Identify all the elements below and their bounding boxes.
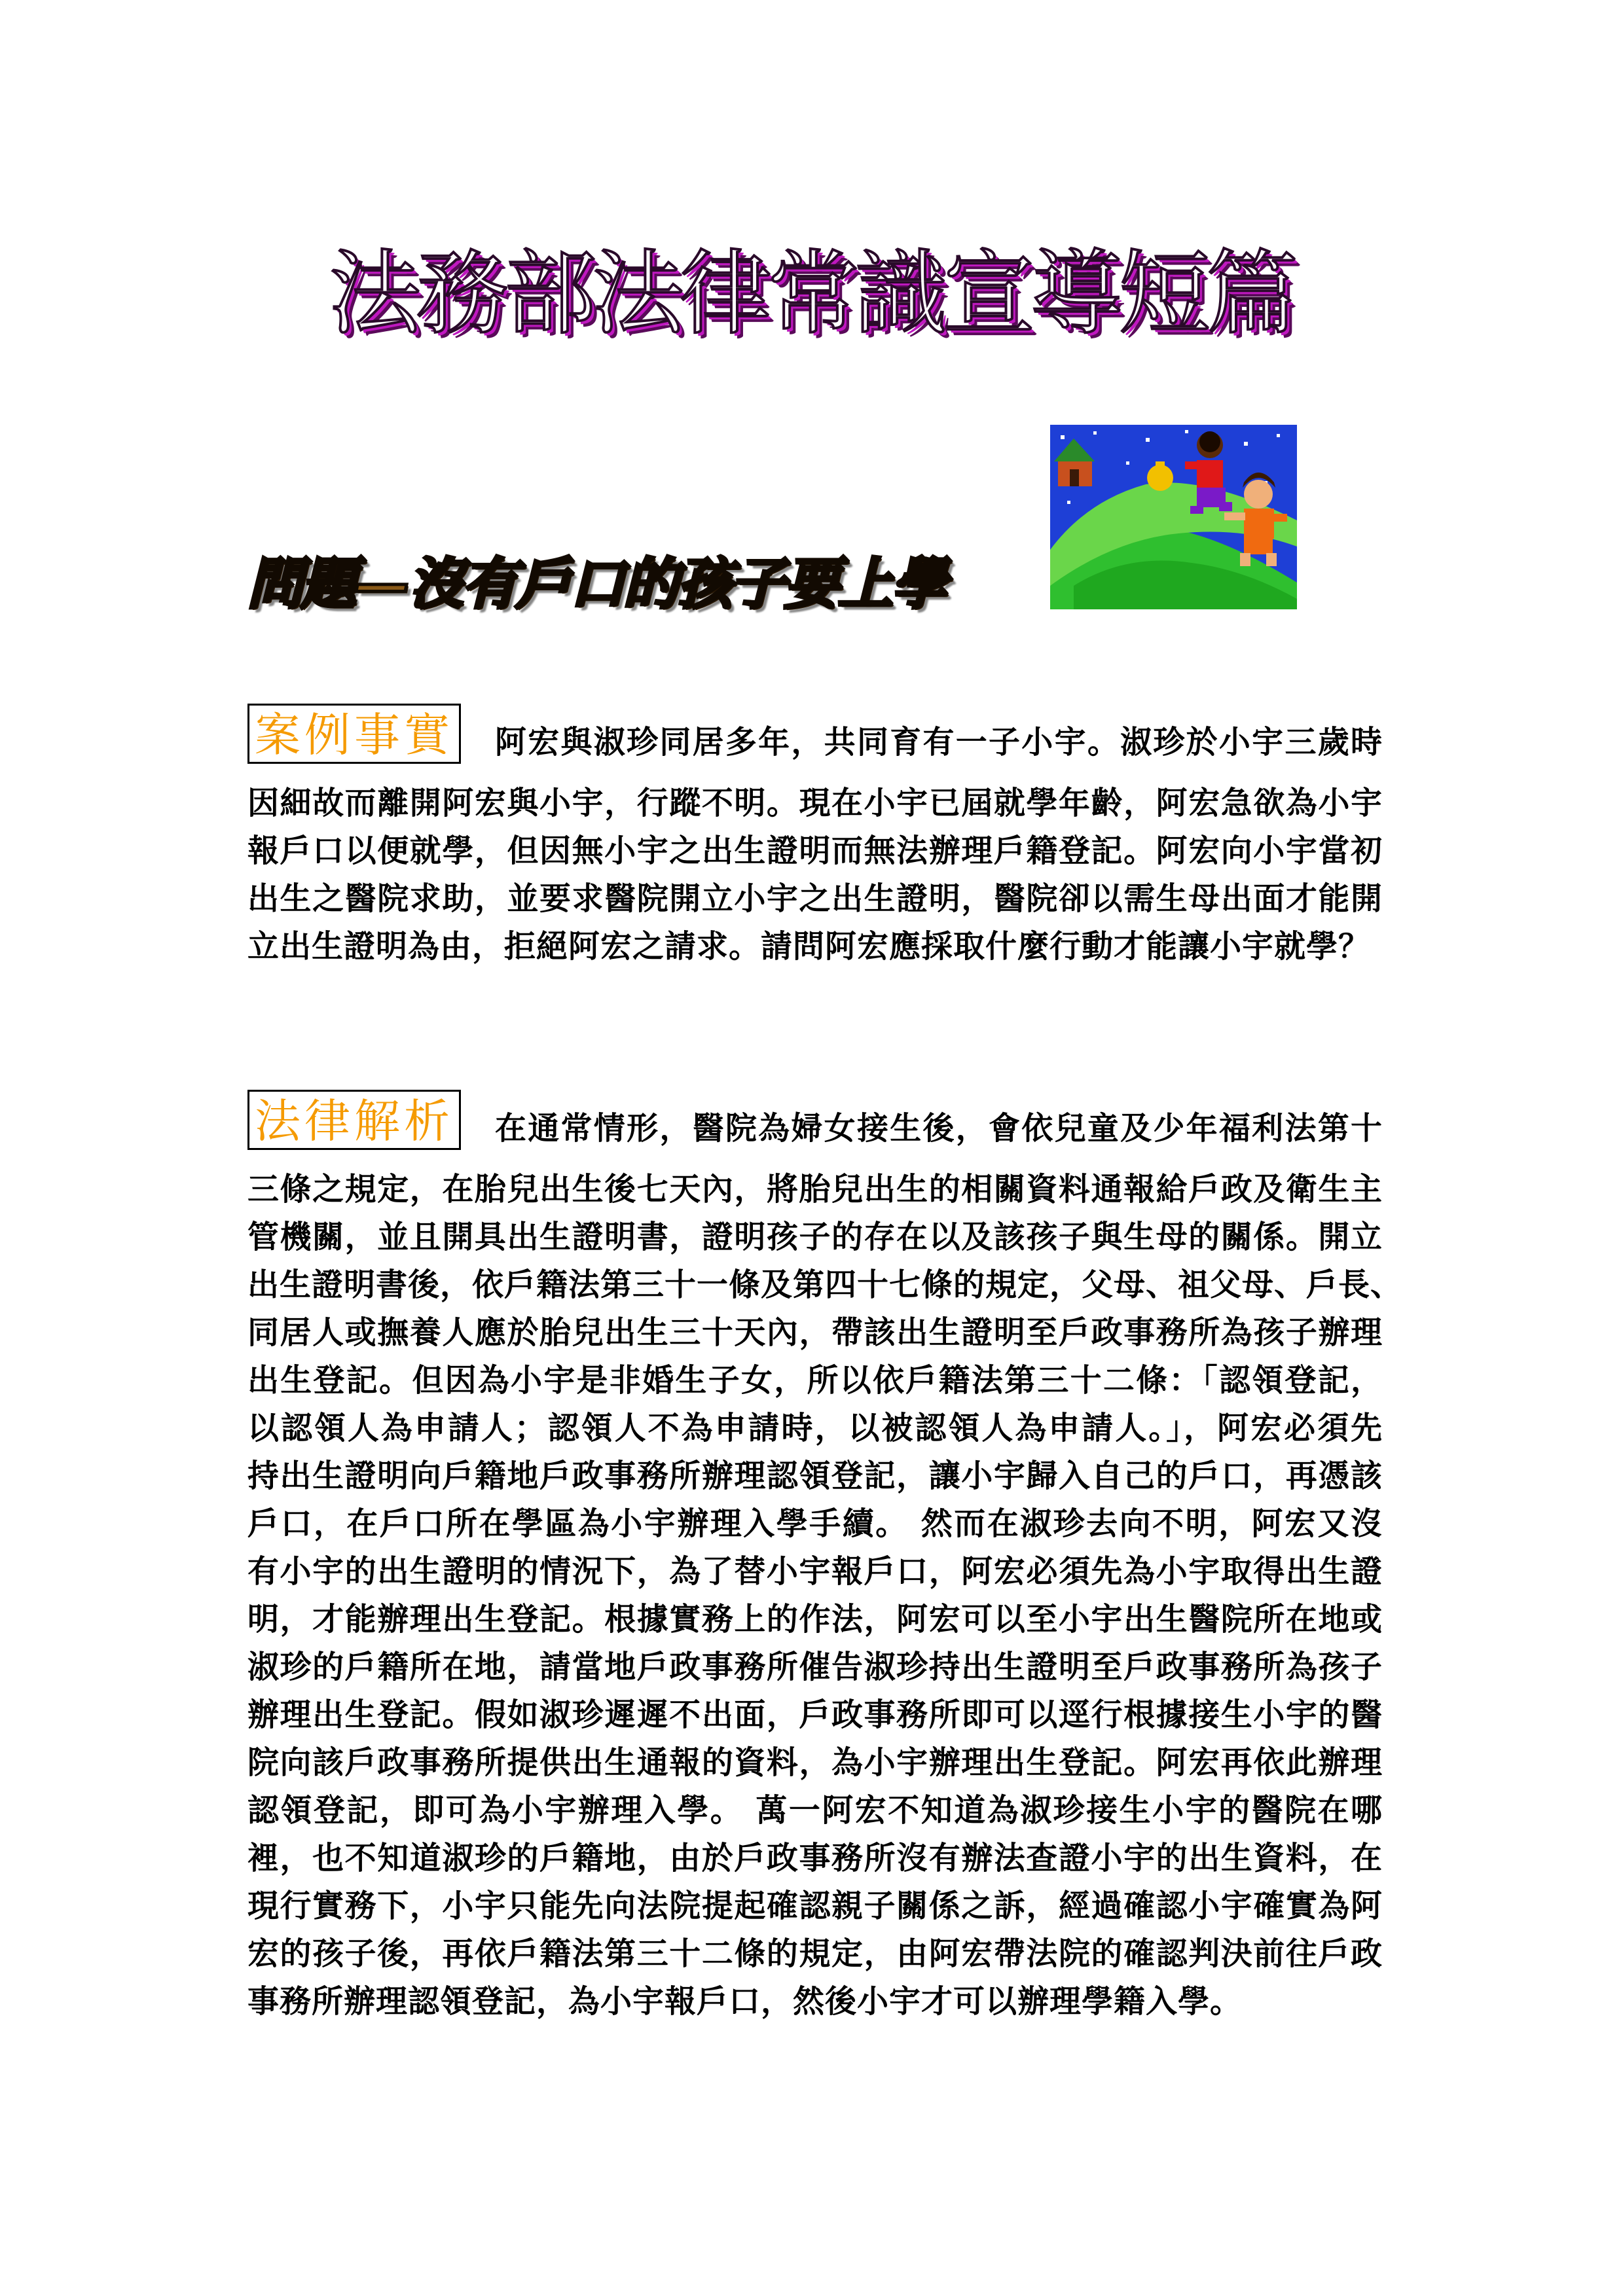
legal-analysis-line: 現行實務下，小宇只能先向法院提起確認親子關係之訴，經過確認小宇確實為阿 xyxy=(247,1888,1383,1924)
legal-analysis-line: 宏的孩子後，再依戶籍法第三十二條的規定，由阿宏帶法院的確認判決前往戶政 xyxy=(247,1935,1383,1972)
case-facts-paragraph xyxy=(247,719,1383,971)
legal-analysis-line: 持出生證明向戶籍地戶政事務所辦理認領登記，讓小宇歸入自己的戶口，再憑該 xyxy=(247,1458,1383,1494)
legal-analysis-line: 明，才能辦理出生登記。根據實務上的作法，阿宏可以至小宇出生醫院所在地或 xyxy=(247,1601,1383,1638)
legal-analysis-line: 淑珍的戶籍所在地，請當地戶政事務所催告淑珍持出生證明至戶政事務所為孩子 xyxy=(247,1649,1383,1685)
legal-analysis-line: 裡，也不知道淑珍的戶籍地，由於戶政事務所沒有辦法查證小宇的出生資料，在 xyxy=(247,1840,1383,1876)
question-heading: 問題—沒有戶口的孩子要上學 xyxy=(247,552,946,616)
case-facts-label: 案例事實 xyxy=(247,704,461,764)
legal-analysis-paragraph xyxy=(247,1105,1403,2026)
legal-analysis-line: 在通常情形，醫院為婦女接生後，會依兒童及少年福利法第十 xyxy=(495,1110,1383,1147)
children-running-on-hill-clipart-icon xyxy=(1048,422,1300,612)
legal-analysis-line: 認領登記，即可為小宇辦理入學。 萬一阿宏不知道為淑珍接生小宇的醫院在哪 xyxy=(247,1792,1383,1829)
legal-analysis-line: 事務所辦理認領登記，為小宇報戶口，然後小宇才可以辦理學籍入學。 xyxy=(247,1983,1243,2020)
legal-analysis-line: 院向該戶政事務所提供出生通報的資料，為小宇辦理出生登記。阿宏再依此辦理 xyxy=(247,1744,1383,1781)
case-facts-line: 立出生證明為由，拒絕阿宏之請求。請問阿宏應採取什麼行動才能讓小宇就學？ xyxy=(247,928,1371,965)
case-facts-line: 報戶口以便就學，但因無小宇之出生證明而無法辦理戶籍登記。阿宏向小宇當初 xyxy=(247,833,1383,869)
legal-analysis-line: 管機關，並且開具出生證明書，證明孩子的存在以及該孩子與生母的關係。開立 xyxy=(247,1219,1383,1255)
legal-analysis-line: 出生登記。但因為小宇是非婚生子女，所以依戶籍法第三十二條：「認領登記， xyxy=(247,1362,1383,1399)
legal-analysis-line: 同居人或撫養人應於胎兒出生三十天內，帶該出生證明至戶政事務所為孩子辦理 xyxy=(247,1314,1383,1351)
legal-analysis-line: 出生證明書後，依戶籍法第三十一條及第四十七條的規定，父母、祖父母、戶長、 xyxy=(247,1266,1403,1303)
legal-analysis-line: 以認領人為申請人；認領人不為申請時，以被認領人為申請人。」，阿宏必須先 xyxy=(247,1410,1383,1446)
case-facts-line: 出生之醫院求助，並要求醫院開立小宇之出生證明，醫院卻以需生母出面才能開 xyxy=(247,880,1383,917)
legal-analysis-line: 有小宇的出生證明的情況下，為了替小宇報戶口，阿宏必須先為小宇取得出生證 xyxy=(247,1553,1383,1590)
page-title: 法務部法律常識宣導短篇 xyxy=(329,241,1294,348)
case-facts-line: 阿宏與淑珍同居多年，共同育有一子小宇。淑珍於小宇三歲時 xyxy=(495,724,1383,761)
case-facts-line: 因細故而離開阿宏與小宇，行蹤不明。現在小宇已屆就學年齡，阿宏急欲為小宇 xyxy=(247,785,1383,821)
legal-analysis-line: 戶口，在戶口所在學區為小宇辦理入學手續。 然而在淑珍去向不明，阿宏又沒 xyxy=(247,1505,1383,1542)
legal-analysis-line: 辦理出生登記。假如淑珍遲遲不出面，戶政事務所即可以逕行根據接生小宇的醫 xyxy=(247,1696,1383,1733)
legal-analysis-label: 法律解析 xyxy=(247,1090,461,1150)
legal-analysis-line: 三條之規定，在胎兒出生後七天內，將胎兒出生的相關資料通報給戶政及衛生主 xyxy=(247,1171,1383,1208)
